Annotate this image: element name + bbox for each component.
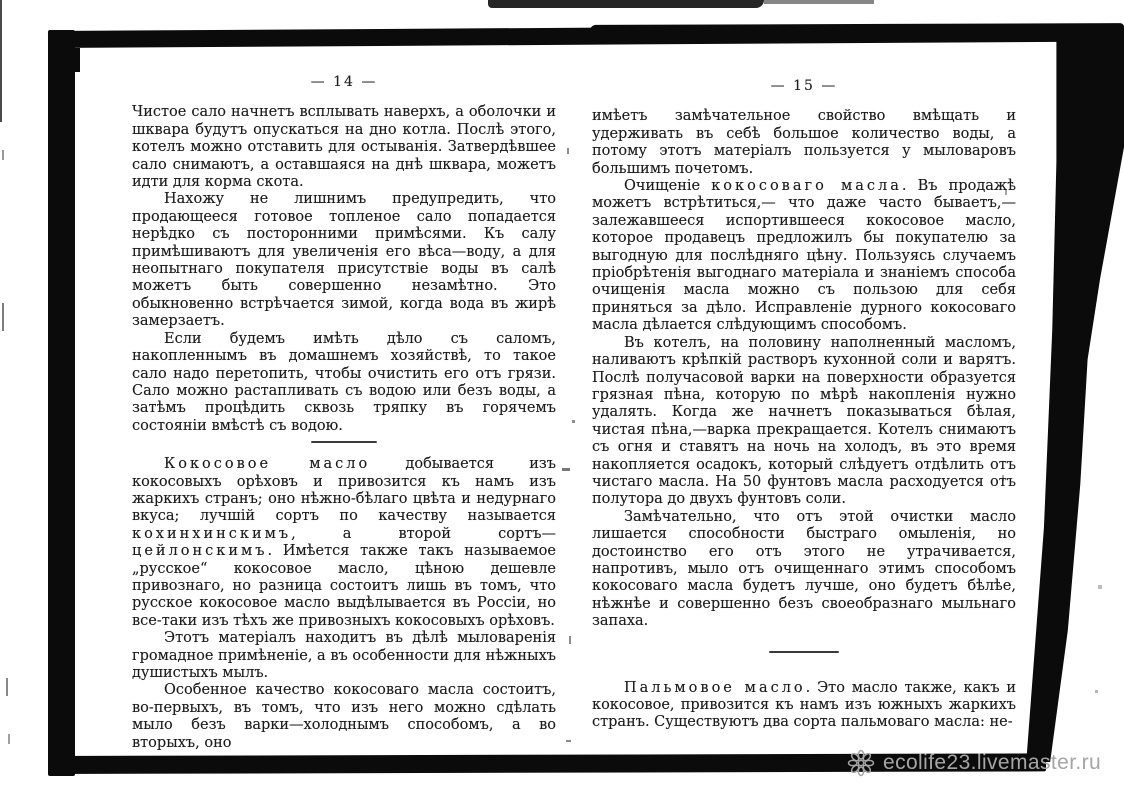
scan-border-right: [1020, 30, 1124, 762]
text-run: , а второй сортъ—: [291, 525, 556, 542]
scan-artifact: [569, 636, 571, 644]
text-run-spaced: кокосоваго масла: [711, 178, 902, 195]
page-number: — 14 —: [310, 74, 378, 90]
watermark: [846, 748, 1101, 778]
scan-edge-smear: [764, 0, 874, 4]
scan-artifact: [8, 734, 10, 744]
section-divider: [311, 441, 377, 443]
paragraph: [132, 191, 556, 330]
text-run: Замѣчательно, что отъ этой очистки масло лишается способности быстраго омыленія, но достоинство его отъ этого не утрачивается, напротивъ, мыло отъ очищеннаго этимъ способомъ кокосоваго масла будетъ лучше, оно будетъ бѣлѣе, нѣжнѣе и совершенно безъ своеобразнаго мыльнаго запаха.: [592, 508, 1016, 630]
paragraph: [592, 509, 1016, 631]
scan-edge-smear: [488, 0, 764, 8]
scan-border-notch: [75, 48, 80, 72]
scan-artifact: [6, 678, 8, 696]
text-run: Если будемъ имѣть дѣло съ саломъ, накопленнымъ въ домашнемъ хозяйствѣ, то такое сало надо перетопить, чтобы очистить его отъ грязи. Сало можно растапливать съ водою или безъ воды, а затѣмъ процѣдить сквозь тряпку въ горячемъ состояніи вмѣстѣ съ водою.: [132, 330, 556, 434]
scan-artifact: [572, 420, 575, 423]
text-run: . Это масло также, какъ и кокосовое, привозится къ намъ изъ южныхъ жаркихъ странъ. Существуютъ два сорта пальмоваго масла: не-: [592, 679, 1016, 731]
text-run: Нахожу не лишнимъ предупредить, что продающееся готовое топленое сало попадается нерѣдко съ посторонними примѣсями. Къ салу примѣшиваютъ для увеличенія его вѣса—воду, а для неопытнаго покупателя присутствіе воды въ салѣ можетъ быть совершенно незамѣтно. Это обыкновенно встрѣчается зимой, когда вода въ жирѣ замерзаетъ.: [132, 191, 556, 330]
scan-artifact: [566, 740, 571, 742]
text-run-spaced: Пальмовое масло: [624, 679, 806, 696]
text-run: имѣетъ замѣчательное свойство вмѣщать и удерживать въ себѣ большое количество воды, а потому этотъ матеріалъ пользуется у мыловаровъ большимъ почетомъ.: [592, 108, 1016, 177]
paragraph: [132, 682, 556, 752]
scan-border-top: [590, 23, 1124, 36]
snowflake-icon: [846, 748, 876, 778]
page-15: [592, 78, 1016, 732]
scan-artifact: [2, 150, 4, 160]
text-run-spaced: цейлонскимъ: [132, 543, 268, 560]
text-run: . Въ продажѣ можетъ встрѣтиться,— что даже часто бываетъ,— залежавшееся испортившееся кокосовое масло, которое продавецъ предложилъ бы покупателю за выгодную для послѣдняго цѣну. Пользуясь случаемъ пріобрѣтенія выгоднаго матеріала и знаніемъ способа очищенія масла можно съ пользою для себя приняться за дѣло. Исправленіе дурного кокосоваго масла дѣлается слѣдующимъ способомъ.: [592, 178, 1016, 334]
page-14: [132, 74, 556, 752]
text-run-spaced: Кокосовое масло: [164, 456, 371, 473]
scan-artifact: [562, 468, 570, 471]
scan-artifact: [567, 148, 569, 154]
text-run: добывается изъ кокосовыхъ орѣховъ и привозится къ намъ изъ жаркихъ странъ; оно нѣжно-бѣлаго цвѣта и недурнаго вкуса; лучшій сортъ по качеству называется: [132, 456, 556, 525]
scan-border-left: [48, 30, 75, 776]
text-run: Этотъ матеріалъ находитъ въ дѣлѣ мыловаренія громадное примѣненіе, а въ особенности для нѣжныхъ душистыхъ мылъ.: [132, 630, 556, 681]
text-run: Особенное качество кокосоваго масла состоитъ, во-первыхъ, въ томъ, что изъ него можно сдѣлать мыло безъ варки—холоднымъ способомъ, а во вторыхъ, оно: [132, 682, 556, 751]
paragraph: [132, 630, 556, 682]
paragraph: [592, 680, 1016, 732]
paragraph: [132, 104, 556, 191]
watermark-text: ecolife23.livemaster.ru: [883, 751, 1102, 774]
paragraph: [592, 178, 1016, 335]
text-run: Чистое сало начнетъ всплывать наверхъ, а оболочки и шквара будутъ опускаться на дно котла. Послѣ этого, котелъ можно отставить для остыванія. Затвердѣвшее сало снимаютъ, а оставшаяся на днѣ шквара, можетъ идти для корма скота.: [132, 104, 556, 191]
text-run-spaced: кохинхинскимъ: [132, 525, 292, 542]
scan-artifact: [2, 303, 4, 331]
text-run: Въ котелъ, на половину наполненный масломъ, наливаютъ крѣпкій растворъ кухонной соли и варятъ. Послѣ получасовой варки на поверхности образуется грязная пѣна, которую по мѣрѣ накопленія нужно удалять. Когда же начнетъ показываться бѣлая, чистая пѣна,—варка прекращается. Котелъ снимаютъ съ огня и ставятъ на ночь на холодъ, въ это время накопляется осадокъ, который слѣдуетъ отдѣлить отъ чистаго масла. На 50 фунтовъ масла расходуется отъ полутора до двухъ фунтовъ соли.: [592, 334, 1016, 508]
scan-artifact: [1095, 690, 1098, 693]
page-number: — 15 —: [770, 78, 838, 94]
paragraph: [592, 108, 1016, 178]
text-run: . Имѣется также такъ называемое „русское“ кокосовое масло, цѣною дешевле привознаго, но разница состоитъ лишь въ томъ, что русское кокосовое масло выдѣлывается въ Россіи, но все-таки изъ тѣхъ же привозныхъ кокосовыхъ орѣховъ.: [132, 543, 556, 629]
scan-artifact: [0, 0, 2, 122]
paragraph: [132, 331, 556, 435]
scan-artifact: [1098, 585, 1102, 589]
paragraph: [592, 335, 1016, 509]
section-divider: [769, 651, 839, 653]
text-run: Очищеніе: [624, 178, 712, 195]
paragraph: [132, 456, 556, 630]
